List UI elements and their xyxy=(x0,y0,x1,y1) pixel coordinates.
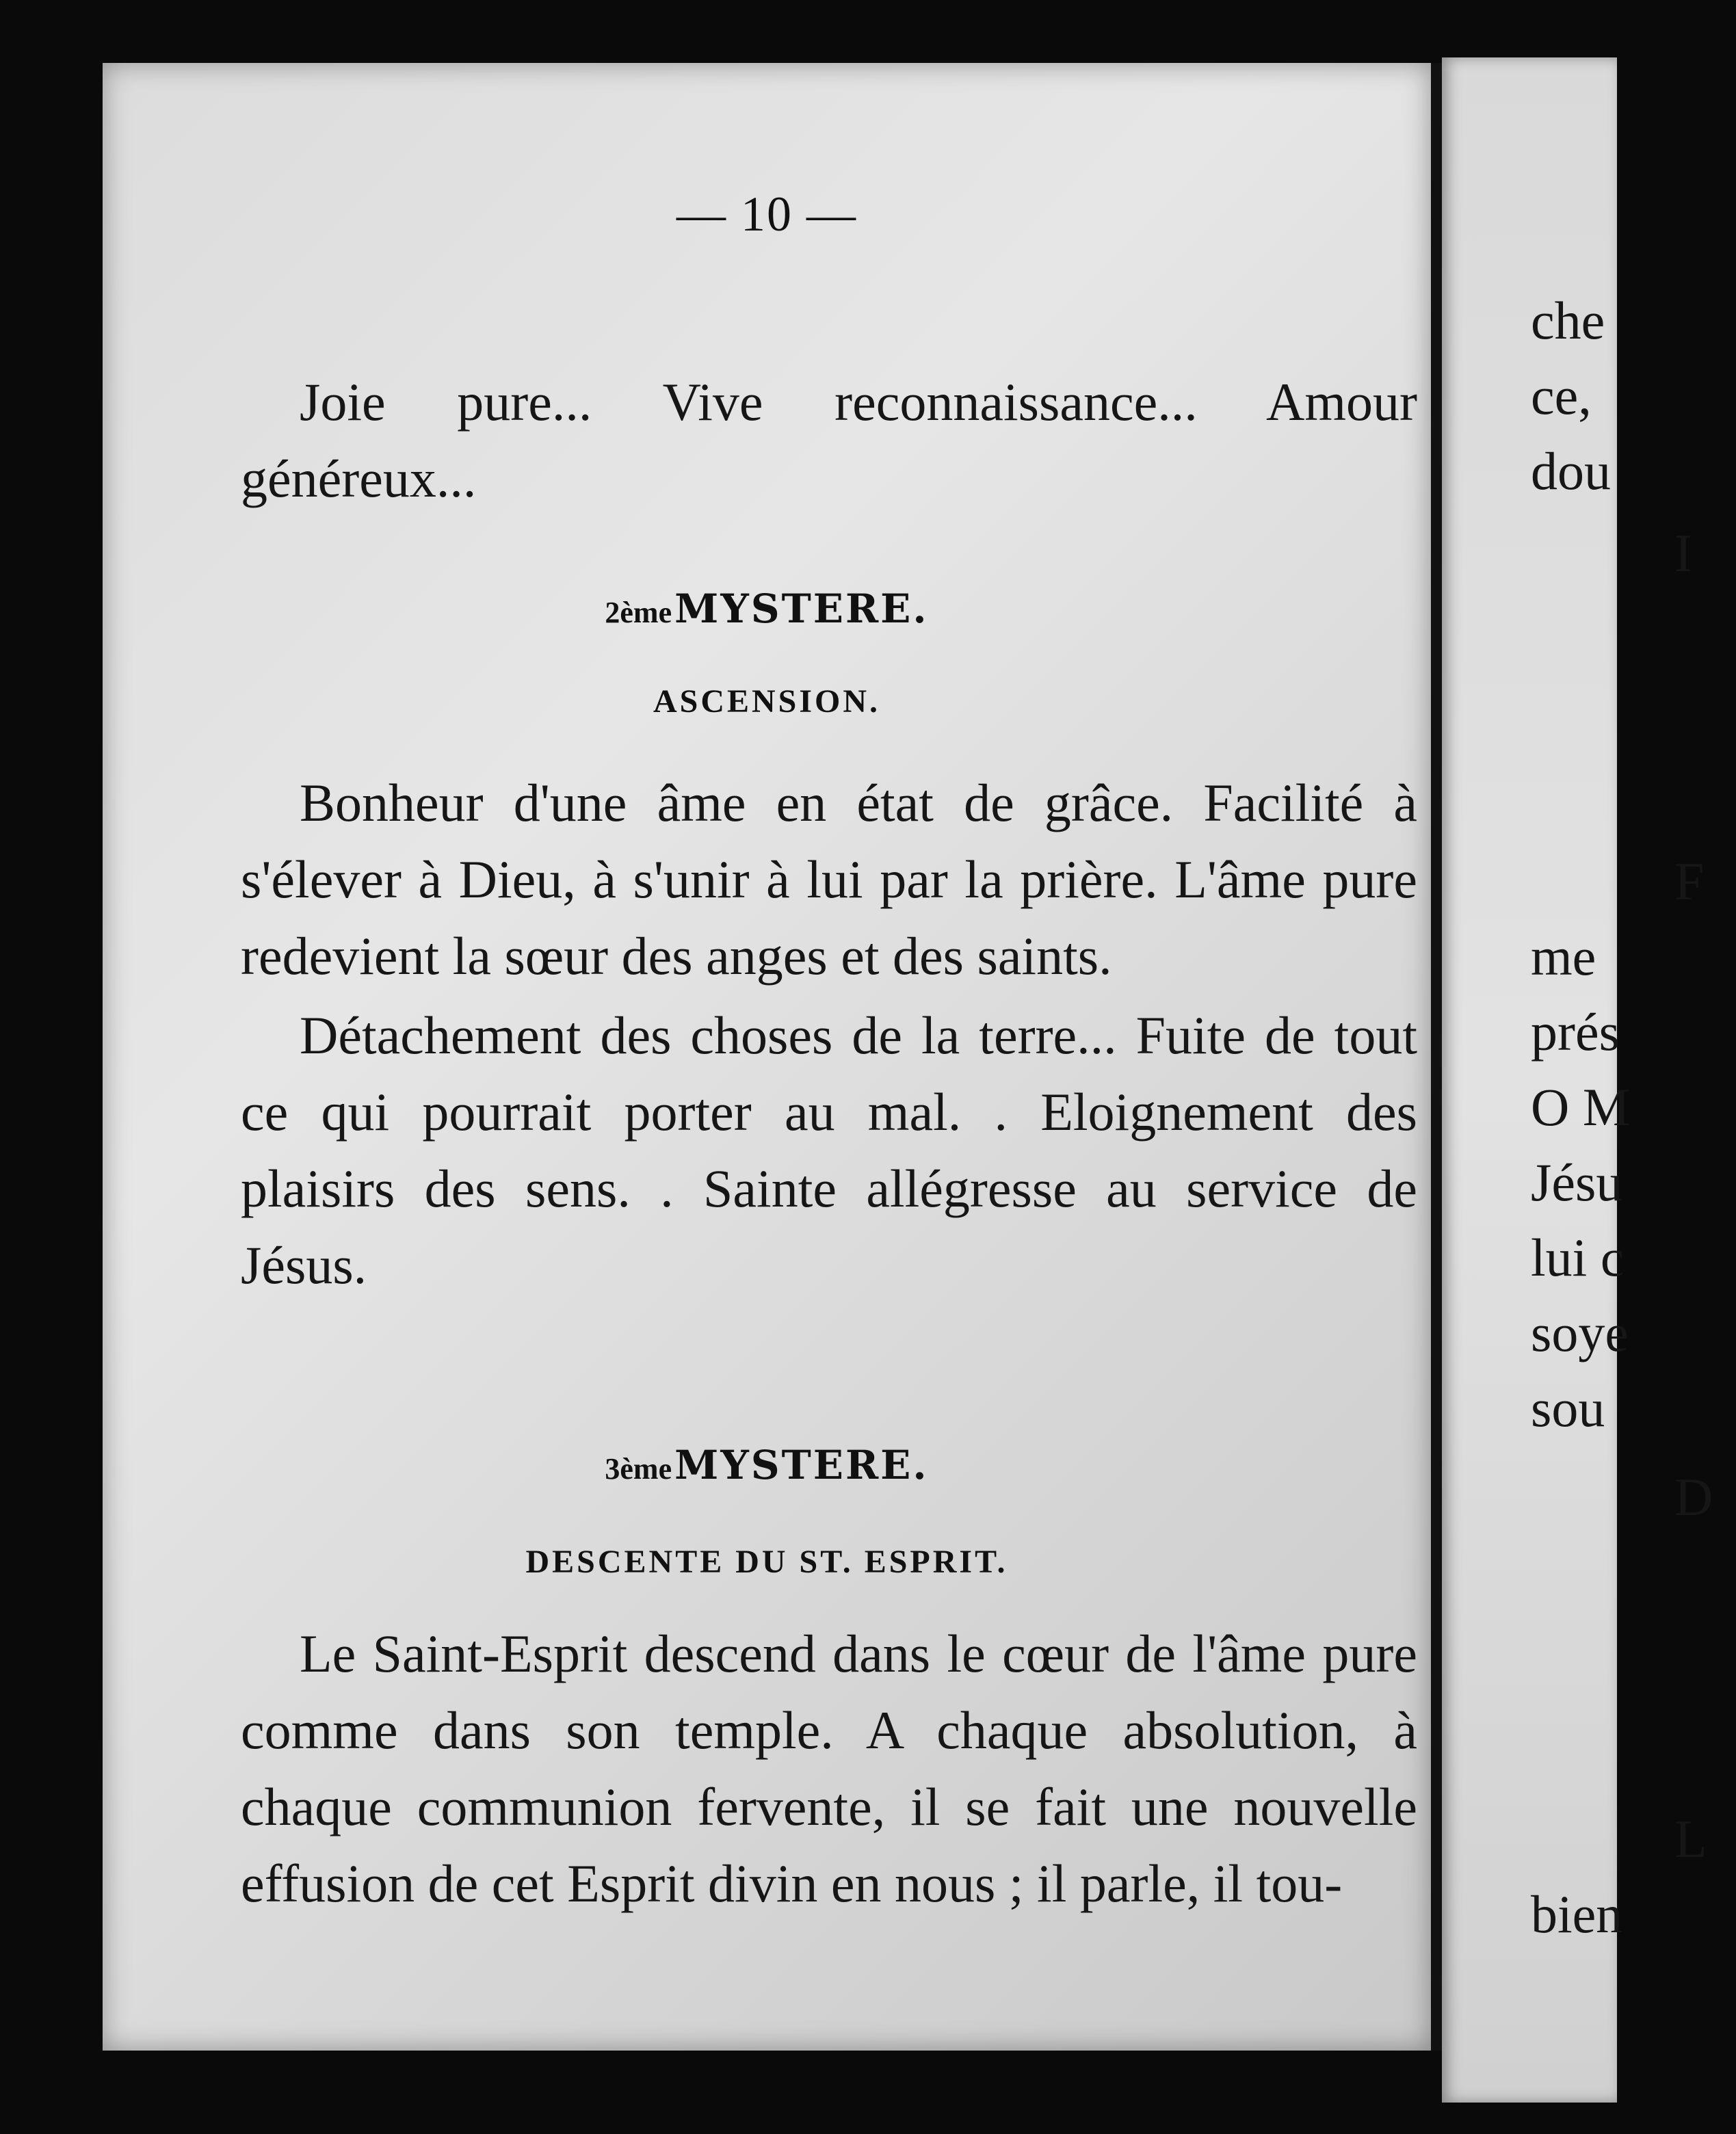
mystery2-paragraph-2: Détachement des choses de la terre... Fuite de tout ce qui pourrait porter au mal. . Eloignement des plaisirs des sens. . Sainte allégresse au service de Jésus. xyxy=(241,1005,1417,1295)
facing-fragment: sou xyxy=(1531,1378,1605,1438)
mystery3-paragraph: Le Saint-Esprit descend dans le cœur de l'âme pure comme dans son temple. A chaque absolution, à chaque communion fervente, il se fait une nouvelle effusion de cet Esprit divin en nous ; il parle, il tou- xyxy=(241,1624,1417,1913)
mystery3-prefix: 3ème xyxy=(605,1452,672,1486)
left-page xyxy=(103,63,1431,2051)
mystery3-heading xyxy=(103,1442,1431,1488)
intro-paragraph-block xyxy=(241,364,1417,517)
facing-fragment: soye xyxy=(1531,1303,1629,1362)
facing-page xyxy=(1442,57,1713,2103)
mystery3-title: MYSTERE. xyxy=(674,1442,929,1488)
mystery2-text-block xyxy=(241,765,1417,1304)
mystery2-paragraph-1: Bonheur d'une âme en état de grâce. Facilité à s'élever à Dieu, à s'unir à lui par la prière. L'âme pure redevient la sœur des anges et des saints. xyxy=(241,773,1417,986)
facing-fragment: ce, xyxy=(1531,366,1592,425)
page-number: — 10 — xyxy=(676,187,857,241)
facing-fragment: dou xyxy=(1531,441,1611,501)
facing-fragment: D xyxy=(1674,1467,1713,1527)
mystery2-subtitle: ASCENSION. xyxy=(653,683,881,720)
facing-fragment: lui c xyxy=(1531,1228,1625,1287)
mystery2-title: MYSTERE. xyxy=(674,585,929,632)
mystery2-prefix: 2ème xyxy=(605,596,672,629)
mystery3-subtitle: DESCENTE DU ST. ESPRIT. xyxy=(525,1544,1008,1580)
intro-paragraph: Joie pure... Vive reconnaissance... Amour généreux... xyxy=(241,372,1417,508)
facing-fragment: Jésu xyxy=(1531,1152,1623,1212)
facing-fragment: F xyxy=(1674,852,1705,911)
mystery3-text-block xyxy=(241,1616,1417,1922)
facing-fragment: L xyxy=(1674,1809,1707,1869)
facing-fragment: I xyxy=(1674,523,1692,583)
facing-fragment: bien xyxy=(1531,1884,1623,1944)
facing-fragment: O M xyxy=(1531,1077,1631,1137)
facing-fragment: che xyxy=(1531,291,1605,350)
facing-fragment: prés xyxy=(1531,1002,1620,1062)
mystery2-heading xyxy=(103,585,1431,632)
facing-fragment: me xyxy=(1531,927,1596,986)
